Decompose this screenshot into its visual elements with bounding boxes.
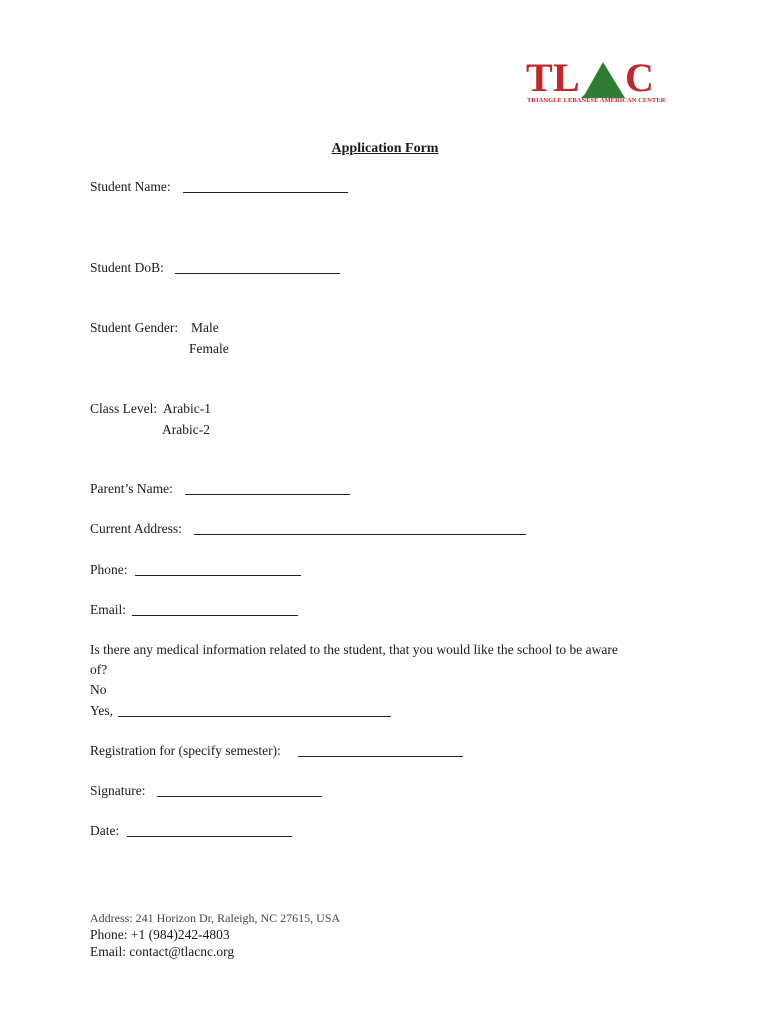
logo-letter-c: C	[625, 55, 654, 100]
gender-option-female[interactable]: Female	[189, 341, 229, 356]
footer-phone: Phone: +1 (984)242-4803	[90, 927, 230, 942]
logo-letter-t: T	[526, 55, 553, 100]
logo-tagline: TRIANGLE LEBANESE AMERICAN CENTER	[527, 97, 666, 104]
medical-option-yes[interactable]: Yes,	[90, 703, 114, 718]
email-field[interactable]	[132, 615, 298, 616]
address-field[interactable]	[194, 534, 526, 535]
signature-label: Signature:	[90, 783, 146, 798]
address-label: Current Address:	[90, 521, 182, 536]
date-label: Date:	[90, 823, 120, 838]
student-name-label: Student Name:	[90, 179, 171, 194]
phone-label: Phone:	[90, 562, 128, 577]
class-option-arabic-2[interactable]: Arabic-2	[162, 422, 210, 437]
tlac-logo	[526, 55, 666, 108]
footer-address: Address: 241 Horizon Dr, Raleigh, NC 27615, USA	[90, 911, 341, 925]
footer-email[interactable]: Email: contact@tlacnc.org	[90, 944, 235, 959]
registration-semester-field[interactable]	[298, 756, 463, 757]
parent-name-label: Parent’s Name:	[90, 481, 173, 496]
medical-details-field[interactable]	[118, 716, 391, 717]
logo-letter-l: L	[553, 55, 580, 100]
class-level-label: Class Level:	[90, 401, 158, 416]
class-option-arabic-1[interactable]: Arabic-1	[163, 401, 211, 416]
parent-name-field[interactable]	[185, 494, 350, 495]
phone-field[interactable]	[135, 575, 301, 576]
medical-question-line1: Is there any medical information related to the student, that you would like the school to be aware	[90, 642, 618, 657]
medical-option-no[interactable]: No	[90, 682, 107, 697]
registration-label: Registration for (specify semester):	[90, 743, 281, 758]
medical-question-line2: of?	[90, 662, 108, 677]
gender-label: Student Gender:	[90, 320, 179, 335]
email-label: Email:	[90, 602, 126, 617]
student-name-field[interactable]	[183, 192, 348, 193]
signature-field[interactable]	[157, 796, 322, 797]
form-title: Application Form	[331, 141, 439, 156]
student-dob-label: Student DoB:	[90, 260, 164, 275]
cedar-triangle-icon	[581, 62, 625, 98]
gender-option-male[interactable]: Male	[191, 320, 219, 335]
student-dob-field[interactable]	[175, 273, 340, 274]
date-field[interactable]	[127, 836, 292, 837]
